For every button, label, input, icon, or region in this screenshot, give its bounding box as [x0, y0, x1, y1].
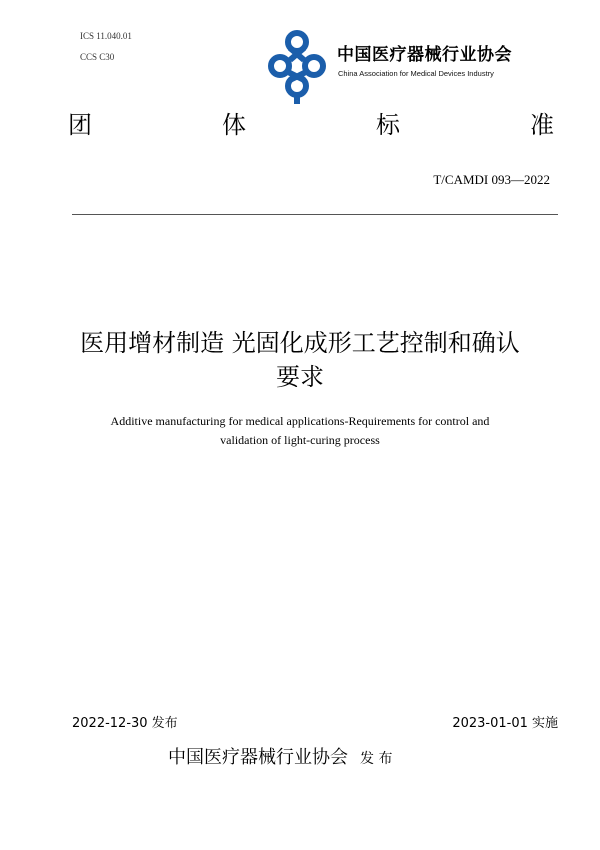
- association-logo-icon: [266, 28, 328, 104]
- standard-type: [68, 110, 554, 140]
- org-name-en: China Association for Medical Devices Industry: [338, 69, 494, 78]
- title-en: [0, 412, 600, 450]
- org-name-cn: 中国医疗器械行业协会: [337, 45, 512, 65]
- ccs-code: CCS C30: [80, 52, 115, 62]
- publisher-name: 中国医疗器械行业协会: [168, 747, 348, 768]
- ics-code: ICS 11.040.01: [80, 31, 132, 41]
- title-en-line: validation of light-curing process: [220, 433, 380, 447]
- standard-type-char: 准: [530, 111, 554, 139]
- title-cn-line: 医用增材制造 光固化成形工艺控制和确认: [80, 329, 520, 357]
- implement-date: 2023-01-01 实施: [452, 716, 558, 731]
- publish-date: 2022-12-30 发布: [72, 716, 178, 731]
- standard-type-char: 体: [222, 111, 246, 139]
- title-en-line: Additive manufacturing for medical applications-Requirements for control and: [110, 414, 490, 428]
- standard-type-char: 团: [68, 111, 92, 139]
- standard-type-char: 标: [376, 111, 400, 139]
- standard-number: T/CAMDI 093—2022: [433, 172, 550, 187]
- title-cn-line: 要求: [276, 363, 324, 391]
- publisher: [168, 746, 392, 771]
- title-cn: [0, 326, 600, 394]
- publisher-action: 发 布: [360, 751, 393, 767]
- divider-line: [72, 214, 558, 215]
